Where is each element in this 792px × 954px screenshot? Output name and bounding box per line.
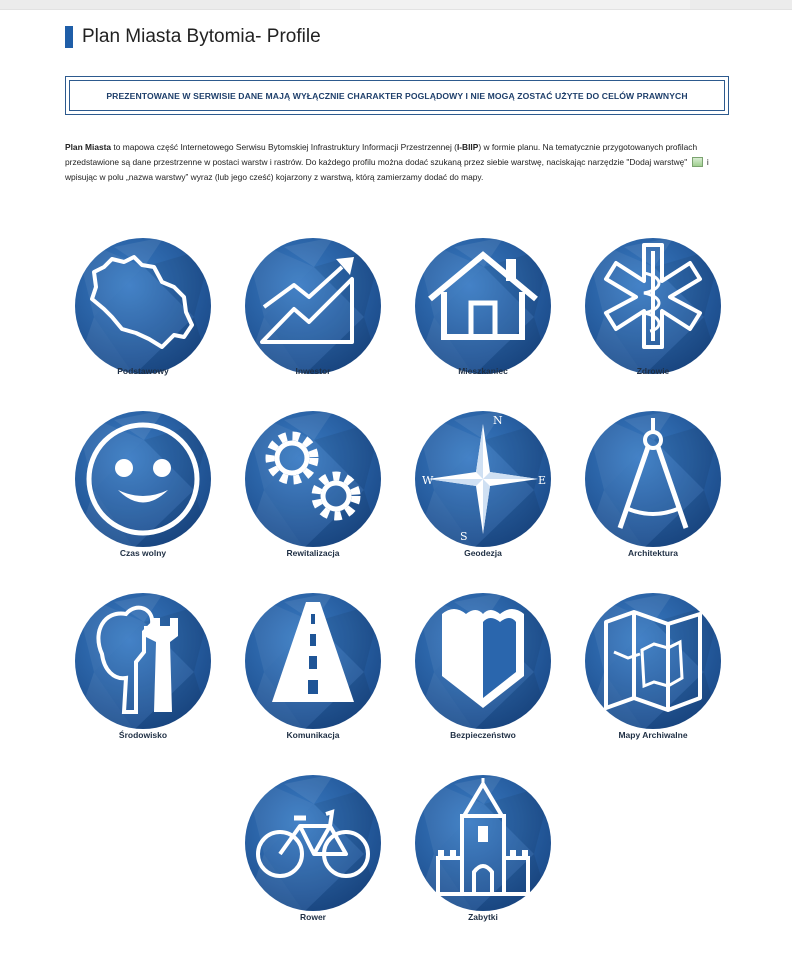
shield-icon: [414, 592, 552, 730]
folded-map-icon: [584, 592, 722, 730]
profile-label: Rower: [300, 912, 326, 922]
top-strip-segment: [0, 0, 300, 9]
compass-west: W: [422, 474, 434, 487]
profile-label: Komunikacja: [286, 730, 340, 740]
compass-north: N: [493, 414, 503, 427]
profile-tile-mapy-archiwalne[interactable]: [578, 602, 728, 772]
intro-paragraph: [65, 140, 733, 185]
profile-label: Zdrowie: [636, 366, 670, 376]
profile-label: Podstawowy: [117, 366, 169, 376]
tree-icon: [74, 592, 212, 730]
drafting-compass-icon: [584, 410, 722, 548]
profile-tile-komunikacja[interactable]: [238, 602, 388, 772]
profile-tile-architektura[interactable]: [578, 420, 728, 590]
intro-bold-ibiip: I-BIIP: [456, 142, 479, 152]
profile-tile-rower[interactable]: [238, 784, 388, 954]
title-accent-bar: [65, 26, 73, 48]
profile-label: Bezpieczeństwo: [450, 730, 516, 740]
profile-label: Architektura: [627, 548, 679, 558]
page-title: Plan Miasta Bytomia- Profile: [82, 26, 321, 47]
profile-tile-inwestor[interactable]: [238, 237, 388, 407]
profile-tile-zabytki[interactable]: [408, 784, 558, 954]
page-header: [65, 26, 321, 48]
add-layer-tool-icon: [692, 157, 703, 167]
profile-label: Środowisko: [118, 730, 168, 740]
growth-chart-icon: [244, 237, 382, 375]
intro-text-2: ) w formie planu. Na tematycznie przygotowanych profilach przedstawione są dane przestrzenne w postaci warstw i rastrów. Do każdego profilu można dodać szukaną przez siebie warstwę, naciskając narzędzie "Dodaj warstwę": [65, 142, 698, 167]
medical-star-icon: [584, 237, 722, 375]
top-strip-segment: [690, 0, 792, 9]
intro-bold-plan: Plan Miasta: [65, 142, 112, 152]
gears-icon: [244, 410, 382, 548]
disclaimer-box: [65, 76, 729, 115]
smiley-icon: [74, 410, 212, 548]
disclaimer-text: PREZENTOWANE W SERWISIE DANE MAJĄ WYŁĄCZNIE CHARAKTER POGLĄDOWY I NIE MOGĄ ZOSTAĆ UŻYTE DO CELÓW PRAWNYCH: [69, 80, 725, 111]
intro-text-3: i wpisując w polu „nazwa warstwy” wyraz (lub jego cześć) kojarzony z warstwą, którą zamierzamy dodać do mapy.: [65, 157, 709, 182]
house-icon: [414, 237, 552, 375]
profile-tile-czas-wolny[interactable]: [68, 420, 218, 590]
profile-tile-zdrowie[interactable]: [578, 237, 728, 407]
profile-label: Mieszkaniec: [458, 366, 508, 376]
historic-tower-icon: [414, 774, 552, 912]
city-outline-icon: [74, 237, 212, 375]
profile-tile-srodowisko[interactable]: [68, 602, 218, 772]
profile-label: Zabytki: [468, 912, 498, 922]
profile-tile-podstawowy[interactable]: [68, 237, 218, 407]
profile-label: Rewitalizacja: [286, 548, 340, 558]
profile-label: Mapy Archiwalne: [618, 730, 688, 740]
profile-tile-mieszkaniec[interactable]: [408, 237, 558, 407]
compass-south: S: [460, 530, 468, 543]
profile-label: Inwestor: [295, 366, 331, 376]
profile-label: Czas wolny: [119, 548, 167, 558]
browser-top-strip: [0, 0, 792, 10]
compass-east: E: [538, 474, 547, 487]
bicycle-icon: [244, 774, 382, 912]
profile-tile-rewitalizacja[interactable]: [238, 420, 388, 590]
intro-text-1: to mapowa część Internetowego Serwisu Bytomskiej Infrastruktury Informacji Przestrzennej (: [111, 142, 457, 152]
compass-rose-icon: [414, 410, 552, 548]
profile-tile-geodezja[interactable]: [408, 414, 558, 590]
profile-tile-bezpieczenstwo[interactable]: [408, 602, 558, 772]
road-icon: [244, 592, 382, 730]
profile-label: Geodezja: [464, 548, 502, 558]
